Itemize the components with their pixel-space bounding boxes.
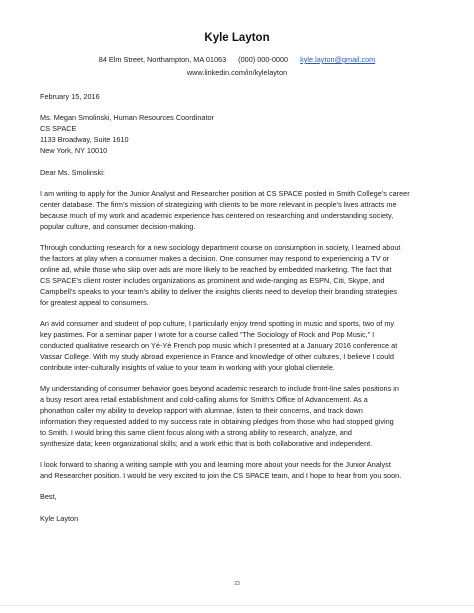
signature-name: Kyle Layton <box>40 513 79 523</box>
text-line: Vassar College. With my study abroad experience in France and knowledge of other cultures, I believe I could <box>40 351 394 361</box>
text-line: My understanding of consumer behavior goes beyond academic research to include front-line sales positions in <box>40 384 399 394</box>
text-line: information they requested added to my success rate in obtaining pledges from those who had stopped giving <box>40 416 394 426</box>
text-line: contribute inter-culturally insights of value to your team in working with your global clientele. <box>40 362 335 372</box>
text-line: An avid consumer and student of pop culture, I particularly enjoy trend spotting in music and sports, two of my <box>40 319 395 328</box>
text-line: I am writing to apply for the Junior Analyst and Researcher position at CS SPACE posted in Smith College’s career <box>40 188 410 198</box>
recipient-line: New York, NY 10010 <box>40 146 108 156</box>
text-line: Campbell’s speaks to your team’s ability to deliver the insights clients need to develop their branding strategies <box>40 286 398 296</box>
text-line: CS SPACE’s client roster includes organizations as prominent and wide-ranging as ESPN, Citi, Skype, and <box>40 275 385 285</box>
email-link[interactable]: kyle.layton@gmail.com <box>300 55 376 64</box>
contact-line-2 <box>0 66 474 79</box>
letter-body <box>40 92 440 535</box>
recipient-line: Ms. Megan Smolinski, Human Resources Coordinator <box>40 113 214 123</box>
page-number: 23 <box>234 581 240 587</box>
paragraph-1 <box>40 189 440 233</box>
text-line: and Researcher position. I would be very excited to join the CS SPACE team, and I hope to hear from you soon. <box>40 470 402 480</box>
text-line: a busy resort area retail establishment and cold-calling alums for Smith’s Office of Advancement. As a <box>40 394 368 404</box>
text-line: synthesize data; keen organizational skills; and a work ethic that is both collaborative and independent. <box>40 438 373 448</box>
paragraph-4 <box>40 384 440 449</box>
phone-number: (000) 000-0000 <box>238 55 289 64</box>
recipient-line: 1133 Broadway, Suite 1610 <box>40 135 129 145</box>
closing: Best, <box>40 492 57 502</box>
text-line: to Smith. I would bring this same client focus along with a strong ability to research, analyze, and <box>40 427 352 437</box>
text-line: online ad, while those who skip over ads are more likely to be reached by embedded marketing. The fact that <box>40 264 392 274</box>
paragraph-3 <box>40 319 440 374</box>
contact-line-1 <box>0 53 474 66</box>
text-line: because much of my work and academic experience has centered on researching and understanding society, <box>40 210 394 220</box>
text-line: key pastimes. For a seminar paper I wrote for a course called “The Sociology of Rock and Pop Music,” I <box>40 329 375 339</box>
text-line: Through conducting research for a new sociology department course on consumption in society, I learned about <box>40 243 401 253</box>
recipient-line: CS SPACE <box>40 124 77 134</box>
salutation: Dear Ms. Smolinski: <box>40 167 105 177</box>
text-line: the factors at play when a consumer makes a decision. One consumer may respond to experiencing a TV or <box>40 253 390 263</box>
text-line: popular culture, and consumer decision-making. <box>40 221 196 231</box>
paragraph-5 <box>40 460 440 482</box>
contact-block <box>0 53 474 79</box>
text-line: conducted qualitative research on Yé-Yé French pop music which I presented at a January 2016 conference at <box>40 340 398 350</box>
street-address: 84 Elm Street, Northampton, MA 01063 <box>98 55 227 64</box>
linkedin-url: www.linkedin.com/in/kylelayton <box>186 68 288 77</box>
page-divider <box>0 605 474 606</box>
text-line: I look forward to sharing a writing sample with you and learning more about your needs for the Junior Analyst <box>40 459 391 469</box>
letter-date: February 15, 2016 <box>40 92 100 101</box>
applicant-name: Kyle Layton <box>204 32 270 44</box>
text-line: center database. The firm’s mission of strategizing with clients to be more relevant in people’s lives attracts me <box>40 199 397 209</box>
text-line: phonathon caller my ability to develop rapport with alumnae, listen to their concerns, and track down <box>40 405 363 415</box>
recipient-address <box>40 113 440 157</box>
paragraph-2 <box>40 243 440 308</box>
text-line: for greatest appeal to consumers. <box>40 297 149 307</box>
